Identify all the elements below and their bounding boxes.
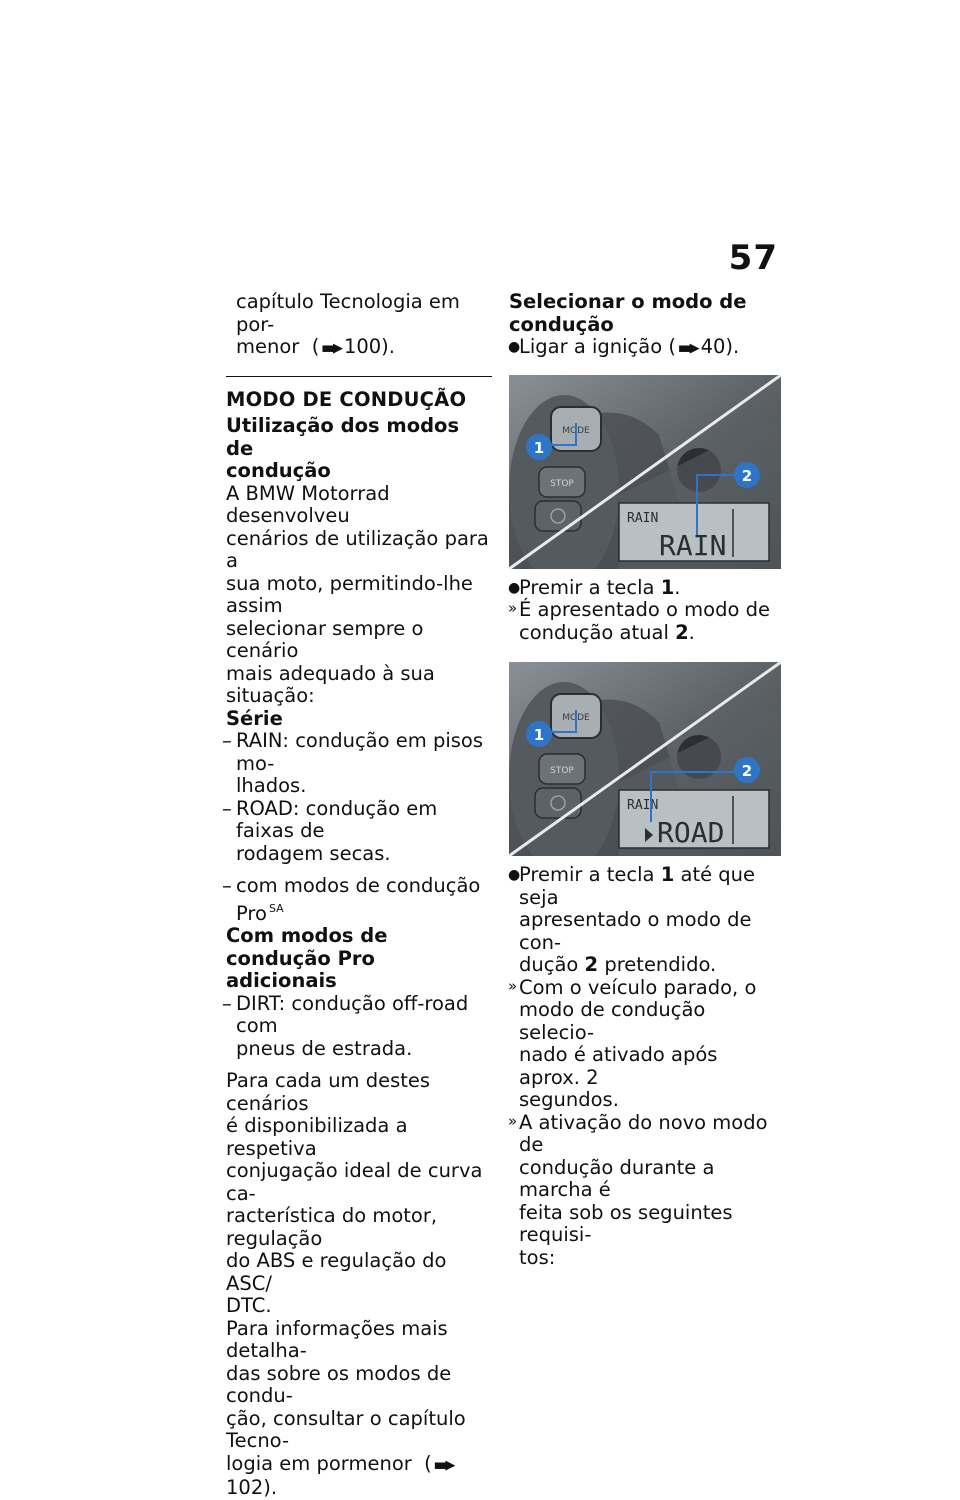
display-large-text: ROAD (657, 816, 725, 849)
subsection-title-cont: condução (226, 459, 331, 482)
subsection-title: Utilização dos modos de (226, 414, 460, 460)
stop-label: STOP (550, 766, 574, 776)
section-divider (226, 376, 492, 377)
step-item: ● Ligar a ignição ( ▪▪▶ 40). (509, 336, 781, 361)
list-item: – ROAD: condução em faixas de (222, 796, 438, 842)
page-number: 57 (728, 238, 778, 278)
result-item: » É apresentado o modo de (508, 598, 770, 621)
result-chevron: » (508, 976, 518, 995)
mode-button-label: MODE (562, 425, 590, 436)
handlebar-mode-button-figure-rain (509, 375, 781, 569)
list-item: – RAIN: condução em pisos mo- (222, 729, 483, 775)
para1-line: A BMW Motorrad desenvolveu (226, 481, 390, 527)
section-title: MODO DE CONDUÇÃO (226, 387, 467, 411)
page-reference-arrow-icon: ▪▪▶ (433, 1457, 453, 1473)
svg-text:1: 1 (533, 726, 545, 744)
result-chevron: » (508, 599, 518, 617)
sa-superscript: SA (268, 901, 284, 915)
para2-line: DTC. (226, 1294, 272, 1317)
list-item-cont: lhados. (236, 774, 307, 797)
bullet-dot: ● (508, 867, 521, 883)
para1-line: sua moto, permitindo-lhe assim (226, 571, 473, 617)
bullet-dot: ● (508, 339, 521, 355)
para1-line: mais adequado à sua situação: (226, 661, 435, 707)
display-small-text: RAIN (627, 510, 659, 526)
list-item: – DIRT: condução off-road com (222, 991, 469, 1037)
para3-line-ref: logia em pormenor ( ▪▪▶102). (226, 1451, 453, 1499)
result-item-cont: condução durante a marcha é (519, 1155, 715, 1201)
para3-line: das sobre os modos de condu- (226, 1361, 452, 1407)
step-item: ● Premir a tecla 1. (508, 575, 681, 599)
para2-line: Para cada um destes cenários (226, 1069, 431, 1115)
result-item: » A ativação do novo modo de (508, 1110, 768, 1156)
serie-label: Série (226, 706, 283, 730)
para1-line: selecionar sempre o cenário (226, 616, 424, 662)
step-item-cont: apresentado o modo de con- (519, 908, 752, 954)
mode-button-label: MODE (562, 713, 590, 723)
page-reference-arrow-icon: ▪▪▶ (321, 341, 340, 356)
para2-line: racterística do motor, regulação (226, 1204, 438, 1250)
list-item-cont: pneus de estrada. (236, 1036, 413, 1060)
step-item-cont: dução 2 pretendido. (519, 953, 717, 976)
para3-line: Para informações mais detalha- (226, 1316, 448, 1362)
right-column (509, 291, 781, 1269)
para2-line: conjugação ideal de curva ca- (226, 1159, 483, 1205)
para2-line: do ABS e regulação do ASC/ (226, 1249, 447, 1295)
right-title: Selecionar o modo de (509, 290, 747, 313)
display-small-text: RAIN (627, 798, 659, 813)
intro-line: capítulo Tecnologia em por- (236, 290, 460, 336)
result-item-cont: segundos. (519, 1088, 619, 1111)
list-item: – com modos de condução (222, 874, 481, 897)
handlebar-mode-button-figure-road (509, 662, 781, 856)
right-title-cont: condução (509, 312, 614, 336)
left-column (222, 290, 492, 1500)
result-item-cont: feita sob os seguintes requisi- (519, 1200, 733, 1246)
result-item: » Com o veículo parado, o (508, 975, 757, 999)
result-item-cont: modo de condução selecio- (519, 998, 706, 1044)
list-item-cont: rodagem secas. (236, 841, 391, 865)
para2-line: é disponibilizada a respetiva (226, 1114, 408, 1160)
display-large-text: RAIN (659, 528, 727, 562)
pro-title: Com modos de condução Pro (226, 924, 388, 970)
para3-line: ção, consultar o capítulo Tecno- (226, 1406, 466, 1452)
para1-line: cenários de utilização para a (226, 526, 489, 572)
step-item: ● Premir a tecla 1 até que seja (508, 863, 756, 909)
result-item-cont: tos: (519, 1245, 556, 1269)
svg-text:2: 2 (741, 762, 753, 780)
bullet-dot: ● (508, 579, 521, 596)
result-item-cont: condução atual 2. (519, 620, 695, 644)
result-chevron: » (508, 1111, 518, 1130)
pro-title-cont: adicionais (226, 969, 337, 992)
page-reference-arrow-icon: ▪▪▶ (677, 341, 697, 356)
result-item-cont: nado é ativado após aprox. 2 (519, 1043, 718, 1089)
svg-text:2: 2 (741, 466, 753, 485)
svg-text:1: 1 (533, 438, 545, 457)
list-item-cont: Pro $^{SA}$ (236, 901, 284, 925)
intro-line-ref: menor ( ▪▪▶ 100). (226, 336, 492, 361)
stop-label: STOP (550, 478, 574, 489)
